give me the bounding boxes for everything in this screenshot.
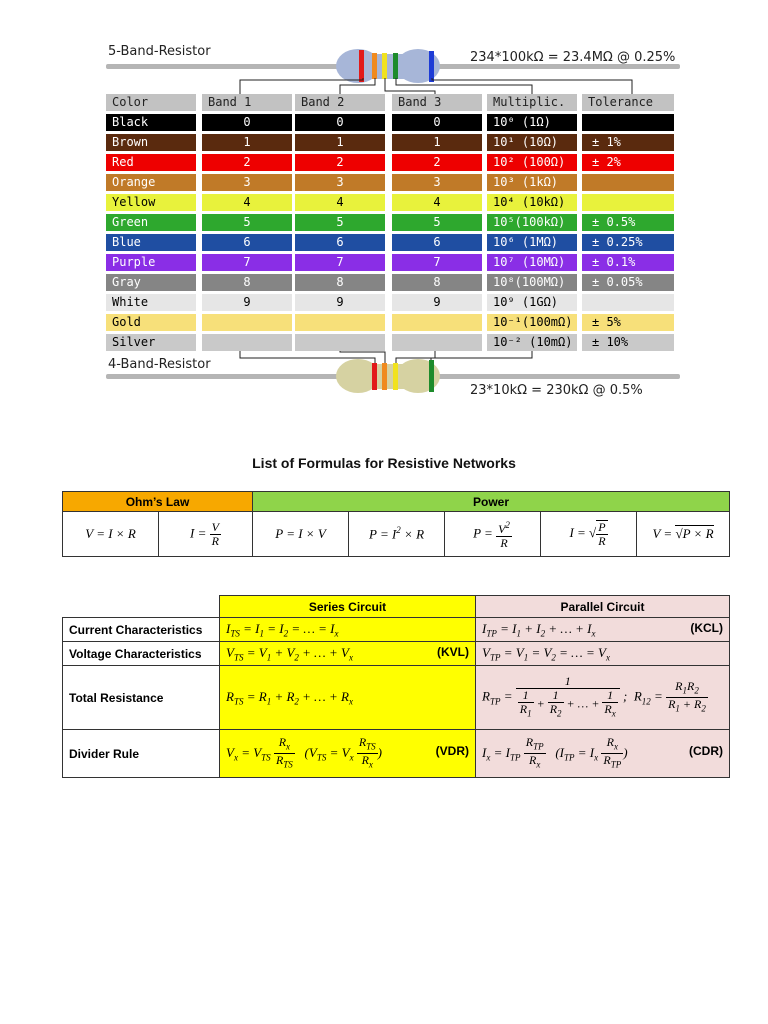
tag-kvl: (KVL) (437, 644, 469, 659)
series-divider-formula: $V_x = V_{TS}$ $R_x$ $R_{TS}$ ($V_{TS} = V_x$ $R_{TS}$ $R_x$ ) (VDR) (220, 730, 476, 778)
band-yellow-icon (393, 363, 398, 390)
series-current-formula: $I_{TS} = I_1 = I_2$ = … = $I_x$ (220, 618, 476, 642)
color-table-cell-mult: 10⁰ (1Ω) (487, 114, 577, 131)
parallel-voltage-formula: $V_{TP} = V_1 = V_2$ = … = $V_x$ (476, 642, 730, 666)
tag-vdr: (VDR) (435, 743, 469, 758)
color-table-cell-color: Gold (106, 314, 196, 331)
color-table-header: Tolerance (582, 94, 674, 111)
color-table-header: Band 2 (295, 94, 385, 111)
color-table-cell-b2 (295, 334, 385, 351)
formula-voltage-from-power: V = √P × R (637, 512, 730, 557)
color-table-cell-b2: 5 (295, 214, 385, 231)
band-green-icon (429, 360, 434, 392)
color-table-cell-b3: 5 (392, 214, 482, 231)
row-divider: Divider Rule (63, 730, 220, 778)
color-table-cell-color: Purple (106, 254, 196, 271)
color-table-cell-b1: 5 (202, 214, 292, 231)
color-table-cell-b1: 0 (202, 114, 292, 131)
formulas-title: List of Formulas for Resistive Networks (252, 455, 516, 471)
color-table-cell-b1 (202, 334, 292, 351)
color-table-cell-b2: 1 (295, 134, 385, 151)
color-table-cell-tol: ± 1% (582, 134, 674, 151)
row-voltage: Voltage Characteristics (63, 642, 220, 666)
five-band-equation: 234*100kΩ = 23.4MΩ @ 0.25% (470, 50, 676, 65)
color-table-cell-b3: 2 (392, 154, 482, 171)
color-table-cell-b2: 7 (295, 254, 385, 271)
color-table-cell-b3: 7 (392, 254, 482, 271)
band-orange-icon (372, 53, 377, 79)
formula-ohm-v: V = I × R (63, 512, 159, 557)
five-band-resistor-body (336, 49, 440, 83)
formula-current-from-power: I = √ $\frac{P}{R}$ (541, 512, 637, 557)
color-table-cell-b1: 2 (202, 154, 292, 171)
band-green-icon (393, 53, 398, 79)
row-resistance: Total Resistance (63, 666, 220, 730)
color-table-cell-tol: ± 0.5% (582, 214, 674, 231)
color-table-header: Band 1 (202, 94, 292, 111)
color-table-cell-b3: 6 (392, 234, 482, 251)
color-table-cell-b2: 6 (295, 234, 385, 251)
color-table-cell-tol (582, 114, 674, 131)
band-yellow-icon (382, 53, 387, 79)
color-table-cell-tol (582, 194, 674, 211)
color-table-cell-color: White (106, 294, 196, 311)
color-table-cell-tol: ± 0.1% (582, 254, 674, 271)
series-header: Series Circuit (220, 596, 476, 618)
color-table-cell-tol (582, 294, 674, 311)
color-table-cell-mult: 10⁴ (10kΩ) (487, 194, 577, 211)
color-table-cell-b1: 9 (202, 294, 292, 311)
series-voltage-formula: $V_{TS} = V_1 + V_2$ + … + $V_x$ (KVL) (220, 642, 476, 666)
color-table-cell-color: Orange (106, 174, 196, 191)
parallel-resistance-formula: $R_{TP}$ = 1 $\frac{1}{R_1}$ + $\frac{1}{R_2}$ + … + $\frac{1}{R_x}$ ; $R_{12}$ = $\frac{R_1R_2}{R_1 + R_2}$ (476, 666, 730, 730)
color-table-cell-b2: 0 (295, 114, 385, 131)
color-table-cell-mult: 10⁸(100MΩ) (487, 274, 577, 291)
color-table-cell-color: Brown (106, 134, 196, 151)
color-table-cell-b3: 1 (392, 134, 482, 151)
ohm-law-header: Ohm’s Law (63, 492, 253, 512)
color-table-cell-b2: 3 (295, 174, 385, 191)
color-table-cell-b3: 9 (392, 294, 482, 311)
ohm-power-table (62, 491, 730, 557)
color-table-cell-color: Green (106, 214, 196, 231)
color-table-header: Multiplic. (487, 94, 577, 111)
color-table-cell-mult: 10⁵(100kΩ) (487, 214, 577, 231)
power-header: Power (253, 492, 730, 512)
color-table-cell-b3: 4 (392, 194, 482, 211)
color-table-header: Color (106, 94, 196, 111)
color-table-cell-mult: 10⁷ (10MΩ) (487, 254, 577, 271)
color-table-cell-b2: 2 (295, 154, 385, 171)
tag-kcl: (KCL) (690, 620, 723, 635)
color-table-cell-tol: ± 2% (582, 154, 674, 171)
formula-ohm-i: I = $\frac{V}{R}$ (159, 512, 253, 557)
color-table-cell-b1: 1 (202, 134, 292, 151)
color-table-cell-b2: 8 (295, 274, 385, 291)
color-table-cell-b1: 7 (202, 254, 292, 271)
color-table-cell-mult: 10⁹ (1GΩ) (487, 294, 577, 311)
color-table-cell-b1: 4 (202, 194, 292, 211)
color-table-cell-color: Black (106, 114, 196, 131)
color-table-cell-mult: 10⁻² (10mΩ) (487, 334, 577, 351)
parallel-header: Parallel Circuit (476, 596, 730, 618)
color-table-cell-b2: 4 (295, 194, 385, 211)
band-red-icon (372, 363, 377, 390)
four-band-equation: 23*10kΩ = 230kΩ @ 0.5% (470, 383, 643, 398)
four-band-resistor-body (336, 359, 440, 393)
color-table-cell-b2: 9 (295, 294, 385, 311)
color-table-cell-b3 (392, 314, 482, 331)
color-table-cell-b1 (202, 314, 292, 331)
empty-corner (63, 596, 220, 618)
color-table-header: Band 3 (392, 94, 482, 111)
row-current: Current Characteristics (63, 618, 220, 642)
color-table-cell-b3: 3 (392, 174, 482, 191)
formula-power-i2r: $P = I^2 \times R$ (349, 512, 445, 557)
band-red-icon (359, 50, 364, 82)
color-table-cell-color: Blue (106, 234, 196, 251)
color-table-cell-color: Silver (106, 334, 196, 351)
color-table-cell-mult: 10³ (1kΩ) (487, 174, 577, 191)
formula-power-v2r: P = $\frac{V^2}{R}$ (445, 512, 541, 557)
color-table-cell-tol: ± 0.05% (582, 274, 674, 291)
color-table-cell-mult: 10² (100Ω) (487, 154, 577, 171)
color-table-cell-color: Red (106, 154, 196, 171)
color-table-cell-tol: ± 0.25% (582, 234, 674, 251)
band-blue-icon (429, 51, 434, 82)
color-table-cell-tol: ± 10% (582, 334, 674, 351)
color-table-cell-color: Yellow (106, 194, 196, 211)
color-table-cell-b3: 0 (392, 114, 482, 131)
color-table-cell-tol (582, 174, 674, 191)
series-parallel-table (62, 595, 730, 778)
band-orange-icon (382, 363, 387, 390)
color-table-cell-mult: 10⁻¹(100mΩ) (487, 314, 577, 331)
color-table-cell-mult: 10¹ (10Ω) (487, 134, 577, 151)
four-band-label: 4-Band-Resistor (108, 357, 211, 372)
color-table-cell-b3 (392, 334, 482, 351)
color-table-cell-b1: 8 (202, 274, 292, 291)
color-table-cell-tol: ± 5% (582, 314, 674, 331)
color-table-cell-b1: 6 (202, 234, 292, 251)
color-table-cell-mult: 10⁶ (1MΩ) (487, 234, 577, 251)
tag-cdr: (CDR) (689, 743, 723, 758)
color-table-cell-b1: 3 (202, 174, 292, 191)
parallel-current-formula: $I_{TP} = I_1 + I_2$ + … + $I_x$ (KCL) (476, 618, 730, 642)
parallel-divider-formula: $I_x = I_{TP}$ $R_{TP}$ $R_x$ ($I_{TP} = I_x$ $R_x$ $R_{TP}$ ) (CDR) (476, 730, 730, 778)
color-table-cell-b3: 8 (392, 274, 482, 291)
formula-power-iv: P = I × V (253, 512, 349, 557)
color-table-cell-b2 (295, 314, 385, 331)
five-band-label: 5-Band-Resistor (108, 44, 211, 59)
color-table-cell-color: Gray (106, 274, 196, 291)
series-resistance-formula: $R_{TS} = R_1 + R_2$ + … + $R_x$ (220, 666, 476, 730)
